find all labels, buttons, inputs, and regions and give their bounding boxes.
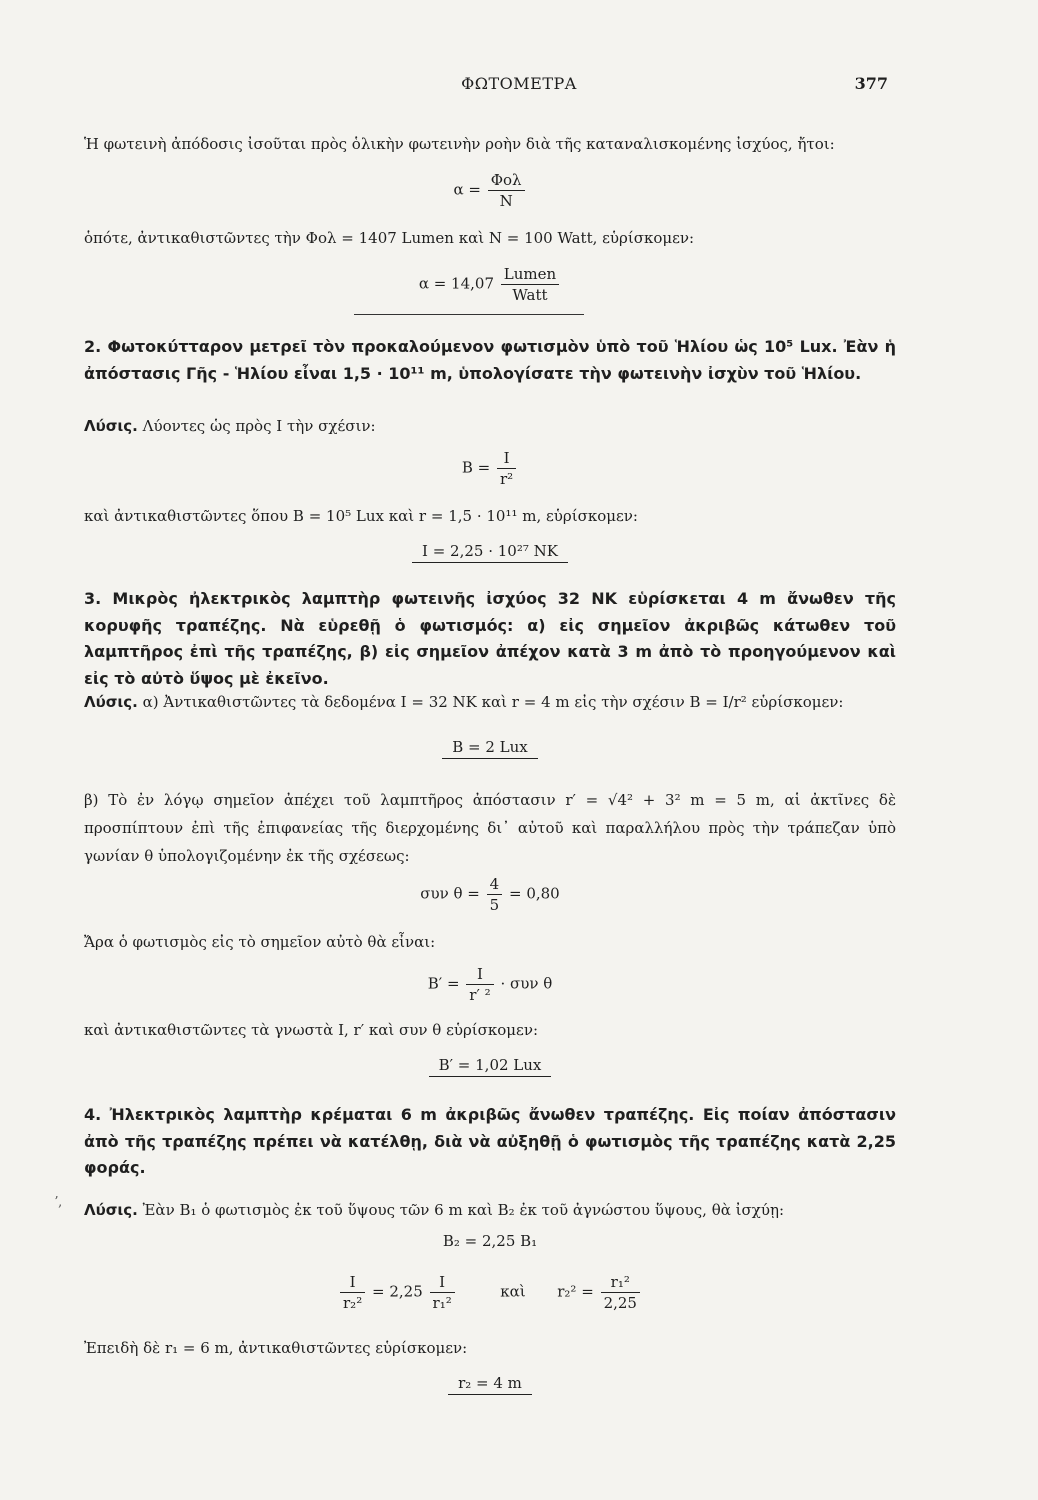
problem-3-result-a (84, 738, 896, 759)
problem-4-statement: 4. Ἠλεκτρικὸς λαμπτὴρ κρέμαται 6 m ἀκριβῶς ἄνωθεν τραπέζης. Εἰς ποίαν ἀπόστασιν ἀπὸ τῆς τραπέζης πρέπει νὰ κατέλθῃ, διὰ νὰ αὐξηθῇ ὁ φωτισμὸς τῆς τραπέζης κατὰ 2,25 φοράς. (84, 1105, 896, 1177)
numerator: I (349, 1273, 356, 1291)
problem-4-solution-intro (84, 1196, 896, 1224)
problem-2-result (84, 542, 896, 563)
denominator: Ν (488, 190, 525, 211)
equation-cosine (84, 874, 896, 915)
fraction (488, 170, 525, 211)
intro-substitution-text: ὁπότε, ἀντικαθιστῶντες τὴν Φολ = 1407 Lumen καὶ Ν = 100 Watt, εὑρίσκομεν: (84, 229, 695, 247)
fraction (497, 448, 516, 489)
eq-lhs: r₂² = (557, 1282, 594, 1301)
equation-efficiency (84, 170, 896, 211)
denominator: r′ ² (466, 984, 493, 1005)
problem-3-therefore-text: Ἄρα ὁ φωτισμὸς εἰς τὸ σημεῖον αὐτὸ θὰ εἶναι: (84, 933, 436, 951)
fraction (430, 1272, 455, 1313)
problem-3-solution-b: β) Τὸ ἐν λόγῳ σημεῖον ἀπέχει τοῦ λαμπτῆρος ἀπόστασιν r′ = √4² + 3² m = 5 m, αἱ ἀκτῖνες δὲ προσπίπτουν ἐπὶ τῆς ἐπιφανείας τῆς διερχομένης δι᾽ αὐτοῦ καὶ παραλλήλου πρὸς τὴν τράπεζαν ὑπὸ γωνίαν θ ὑπολογιζομένην ἐκ τῆς σχέσεως: (84, 791, 896, 865)
equation-oblique-illuminance (84, 964, 896, 1005)
margin-mark: ʼ, (54, 1195, 63, 1210)
denominator: r₂² (340, 1292, 365, 1313)
denominator: Watt (501, 284, 559, 305)
equation-distance-relation (84, 1272, 896, 1313)
numerator: Lumen (503, 265, 557, 283)
numerator: Φολ (490, 171, 522, 189)
problem-2-statement: 2. Φωτοκύτταρον μετρεῖ τὸν προκαλούμενον φωτισμὸν ὑπὸ τοῦ Ἡλίου ὡς 10⁵ Lux. Ἐὰν ἡ ἀπόστασις Γῆς - Ἡλίου εἶναι 1,5 · 10¹¹ m, ὑπολογίσατε τὴν φωτεινὴν ἰσχὺν τοῦ Ἡλίου. (84, 337, 896, 383)
problem-3-result-b (84, 1056, 896, 1077)
eq-rhs: = 0,80 (508, 884, 560, 903)
result-value: I = 2,25 · 10²⁷ NK (412, 542, 568, 563)
solution-text: α) Ἀντικαθιστῶντες τὰ δεδομένα I = 32 NK καὶ r = 4 m εἰς τὴν σχέσιν B = I/r² εὑρίσκομεν: (142, 693, 844, 711)
solution-text: Ἐὰν B₁ ὁ φωτισμὸς ἐκ τοῦ ὕψους τῶν 6 m καὶ B₂ ἐκ τοῦ ἀγνώστου ὕψους, θὰ ἰσχύῃ: (142, 1201, 785, 1219)
equation-efficiency-result (84, 264, 896, 305)
equation-ratio: B₂ = 2,25 B₁ (442, 1232, 538, 1250)
problem-3-statement: 3. Μικρὸς ἠλεκτρικὸς λαμπτὴρ φωτεινῆς ἰσχύος 32 NK εὑρίσκεται 4 m ἄνωθεν τῆς κορυφῆς τραπέζης. Νὰ εὑρεθῇ ὁ φωτισμός: α) εἰς σημεῖον ἀκριβῶς κάτωθεν τοῦ λαμπτῆρος ἐπὶ τῆς τραπέζης, β) εἰς σημεῖον ἀπέχον κατὰ 3 m ἀπὸ τὸ προηγούμενον καὶ εἰς τὸ αὐτὸ ὕψος μὲ ἐκεῖνο. (84, 589, 896, 688)
numerator: r₁² (610, 1273, 630, 1291)
page-number: 377 (854, 74, 888, 93)
eq-lhs: B′ = (427, 974, 460, 993)
page-header (0, 74, 1038, 98)
result-underline (354, 314, 584, 315)
result-value: r₂ = 4 m (448, 1374, 532, 1395)
problem-3-solution-a (84, 688, 896, 716)
equation-inverse-square (84, 448, 896, 489)
numerator: I (503, 449, 510, 467)
numerator: I (477, 965, 483, 983)
problem-3-substitution-text: καὶ ἀντικαθιστῶντες τὰ γνωστὰ I, r′ καὶ συν θ εὑρίσκομεν: (84, 1021, 538, 1039)
numerator: 4 (489, 875, 500, 893)
denominator: 2,25 (601, 1292, 640, 1313)
problem-2-solution-intro (84, 412, 896, 440)
fraction (466, 964, 493, 1005)
result-value: B = 2 Lux (442, 738, 538, 759)
eq-rhs: · συν θ (500, 974, 553, 993)
fraction (340, 1272, 365, 1313)
problem-4-result (84, 1374, 896, 1395)
eq-lhs: B = (461, 458, 491, 477)
solution-label: Λύσις. (84, 417, 138, 435)
numerator: I (439, 1273, 446, 1291)
fraction (487, 874, 503, 915)
eq-lhs: συν θ = (420, 884, 480, 903)
eq-lhs: α = 14,07 (418, 274, 494, 293)
solution-label: Λύσις. (84, 1201, 138, 1219)
problem-2-substitution-text: καὶ ἀντικαθιστῶντες ὅπου B = 10⁵ Lux καὶ r = 1,5 · 10¹¹ m, εὑρίσκομεν: (84, 507, 638, 525)
eq-lhs: α = (453, 180, 481, 199)
fraction (501, 264, 559, 305)
problem-4-substitution-text: Ἐπειδὴ δὲ r₁ = 6 m, ἀντικαθιστῶντες εὑρίσκομεν: (84, 1339, 468, 1357)
result-value: B′ = 1,02 Lux (429, 1056, 552, 1077)
solution-text: Λύοντες ὡς πρὸς I τὴν σχέσιν: (142, 417, 376, 435)
denominator: r₁² (430, 1292, 455, 1313)
running-title: ΦΩΤΟΜΕΤΡΑ (461, 74, 577, 93)
denominator: r² (497, 468, 516, 489)
eq-mid: = 2,25 (372, 1282, 423, 1301)
fraction (601, 1272, 640, 1313)
denominator: 5 (487, 894, 503, 915)
solution-label: Λύσις. (84, 693, 138, 711)
intro-text: Ἡ φωτεινὴ ἀπόδοσις ἰσοῦται πρὸς ὁλικὴν φωτεινὴν ροὴν διὰ τῆς καταναλισκομένης ἰσχύος, ἤτοι: (84, 135, 835, 153)
eq-conjunction: καὶ (500, 1282, 526, 1301)
